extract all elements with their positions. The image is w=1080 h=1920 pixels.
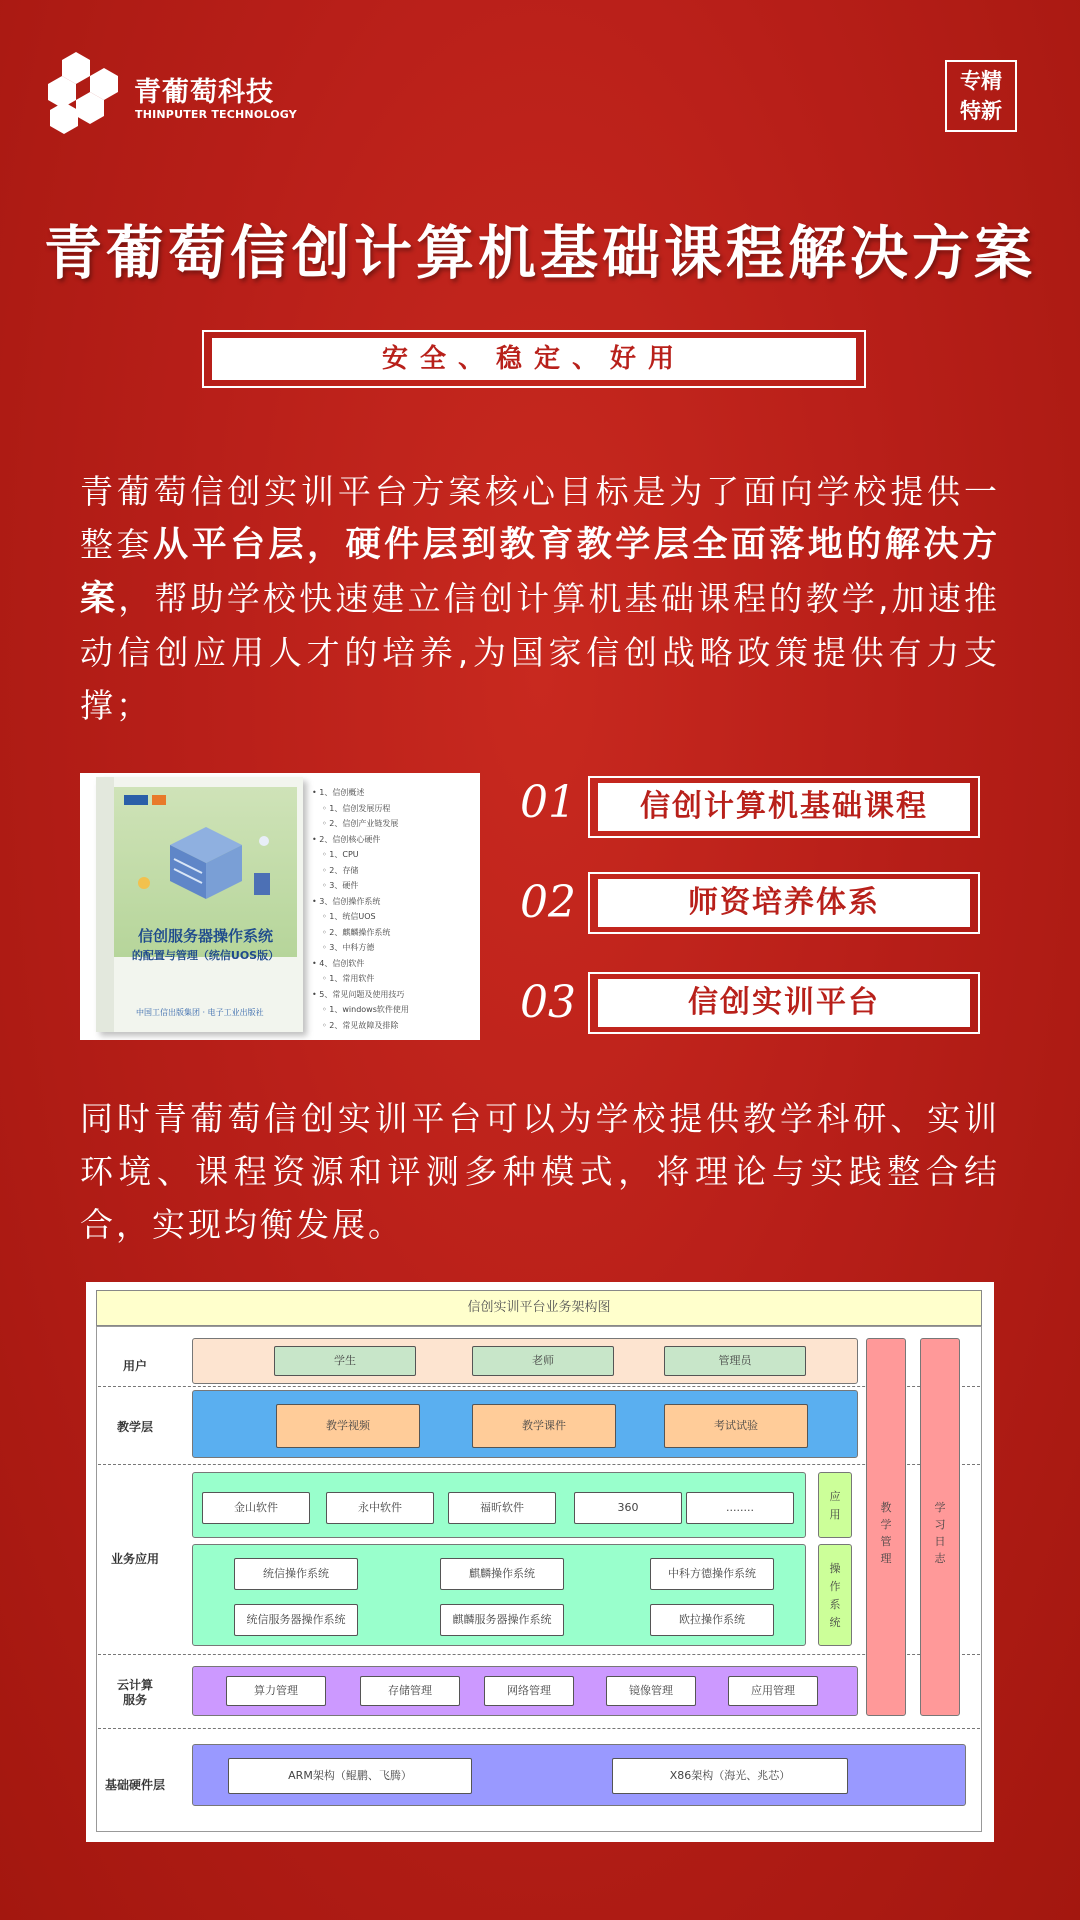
intro-paragraph [80,465,1000,732]
book-publisher: 中国工信出版集团 · 电子工业出版社 [136,1008,264,1017]
toc-entry: ◦ 1、windows软件使用 [312,1002,477,1018]
layer-label-cloud [100,1678,170,1708]
right-bar-char: 习 [934,1518,946,1531]
page-title: 青葡萄信创计算机基础课程解决方案 [43,219,1036,287]
item-label-1: 信创计算机基础课程 [598,783,970,831]
toc-entry: ◦ 3、中科方德 [312,940,477,956]
architecture-diagram [86,1282,994,1842]
brand-logo [42,52,297,142]
toc-entry: ◦ 2、常见故障及排除 [312,1018,477,1034]
right-bar-char: 学 [880,1518,892,1531]
layer-label-cloud-line1: 云计算 [116,1678,153,1692]
intro-text-1: 青葡萄信创实训平台方案核心目标是为了面向学校提供一整套 [80,472,1000,564]
brand-name: 青葡萄科技 [134,77,274,108]
apps-side-char: 应 [829,1490,841,1503]
toc-entry: ◦ 2、存储 [312,863,477,879]
right-bar-char: 志 [934,1552,946,1565]
right-bar-teaching-mgmt [866,1338,906,1716]
item-label-2: 师资培养体系 [598,879,970,927]
layer-separator [98,1464,980,1465]
item-number-1: 01 [520,777,576,828]
os-box-kylin: 麒麟操作系统 [440,1558,564,1590]
brand-subtitle: THINPUTER TECHNOLOGY [135,108,297,121]
os-side-char: 统 [829,1616,841,1629]
teaching-box-exam: 考试试验 [664,1404,808,1448]
app-box-foxit: 福昕软件 [448,1492,556,1524]
os-side-char: 操 [829,1562,841,1575]
right-bar-char: 日 [934,1535,946,1548]
os-side-char: 作 [829,1580,841,1593]
diagram-title: 信创实训平台业务架构图 [96,1290,982,1326]
item-number-3: 03 [520,977,576,1028]
badge-line-2: 特新 [960,99,1002,123]
toc-entry: ◦ 2、信创产业链发展 [312,816,477,832]
item-number-2: 02 [520,877,576,928]
right-bar-study-log [920,1338,960,1716]
item-label-3: 信创实训平台 [598,979,970,1027]
outro-paragraph: 同时青葡萄信创实训平台可以为学校提供教学科研、实训环境、课程资源和评测多种模式，将理论与实践整合结合，实现均衡发展。 [80,1099,1000,1244]
layer-label-user: 用户 [122,1359,147,1373]
book-cover [96,777,303,1032]
layer-label-teaching: 教学层 [116,1420,153,1434]
hexagon-cluster-icon [42,52,122,142]
layer-separator [98,1728,980,1729]
cloud-box-app: 应用管理 [728,1676,818,1706]
item-box-1 [588,776,980,838]
os-box-uos: 统信操作系统 [234,1558,358,1590]
intro-bold-text: 从平台层，硬件层到教育教学层全面落地的解决方案 [80,525,1000,619]
toc-entry: ◦ 1、CPU [312,847,477,863]
server-illustration-icon [114,787,297,927]
toc-entry: • 5、常见问题及使用技巧 [312,987,477,1003]
os-box-euler: 欧拉操作系统 [650,1604,774,1636]
toc-entry: • 4、信创软件 [312,956,477,972]
toc-entry: ◦ 1、统信UOS [312,909,477,925]
book-preview-card [80,773,480,1040]
intro-text-2: ，帮助学校快速建立信创计算机基础课程的教学,加速推动信创应用人才的培养,为国家信创战略政策提供有力支撑； [80,579,1000,725]
right-bar-char: 理 [880,1552,892,1565]
layer-separator [98,1386,980,1387]
toc-entry: • 3、信创操作系统 [312,894,477,910]
cloud-box-network: 网络管理 [484,1676,574,1706]
layer-separator [98,1654,980,1655]
teaching-box-video: 教学视频 [276,1404,420,1448]
cloud-box-image: 镜像管理 [606,1676,696,1706]
apps-side-char: 用 [829,1508,841,1521]
badge-line-1: 专精 [960,69,1002,93]
os-side-label [818,1544,852,1646]
os-box-uos-server: 统信服务器操作系统 [234,1604,358,1636]
teaching-box-courseware: 教学课件 [472,1404,616,1448]
right-bar-char: 教 [880,1501,892,1514]
toc-entry: • 2、信创核心硬件 [312,832,477,848]
app-box-yozo: 永中软件 [326,1492,434,1524]
book-spine [96,777,114,1032]
toc-entry: ◦ 2、麒麟操作系统 [312,925,477,941]
right-bar-2-text [921,1499,959,1567]
user-box-teacher: 老师 [472,1346,614,1376]
app-box-kingsoft: 金山软件 [202,1492,310,1524]
item-box-3 [588,972,980,1034]
cloud-box-compute: 算力管理 [226,1676,326,1706]
apps-side-label [818,1472,852,1538]
book-title: 信创服务器操作系统 [137,927,273,945]
user-box-admin: 管理员 [664,1346,806,1376]
base-box-x86: X86架构（海光、兆芯） [612,1758,848,1794]
table-of-contents [312,785,477,1033]
os-side-char: 系 [829,1598,841,1611]
base-box-arm: ARM架构（鲲鹏、飞腾） [228,1758,472,1794]
slogan: 安全、稳定、好用 [212,338,856,380]
toc-entry: • 1、信创概述 [312,785,477,801]
right-bar-1-text [867,1499,905,1567]
book-subtitle: 的配置与管理（统信UOS版） [131,949,280,962]
os-box-nfs: 中科方德操作系统 [650,1558,774,1590]
app-box-more: ........ [686,1492,794,1524]
toc-entry: ◦ 1、常用软件 [312,971,477,987]
toc-entry: ◦ 3、硬件 [312,878,477,894]
layer-label-base: 基础硬件层 [104,1778,165,1792]
specialty-badge [945,60,1017,132]
item-box-2 [588,872,980,934]
right-bar-char: 管 [880,1535,892,1548]
right-bar-char: 学 [934,1501,946,1514]
app-box-360: 360 [574,1492,682,1524]
toc-entry: ◦ 1、信创发展历程 [312,801,477,817]
slogan-frame [202,330,866,388]
layer-label-business: 业务应用 [110,1552,159,1566]
os-box-kylin-server: 麒麟服务器操作系统 [440,1604,564,1636]
cloud-box-storage: 存储管理 [360,1676,460,1706]
layer-label-cloud-line2: 服务 [122,1693,147,1707]
user-box-student: 学生 [274,1346,416,1376]
